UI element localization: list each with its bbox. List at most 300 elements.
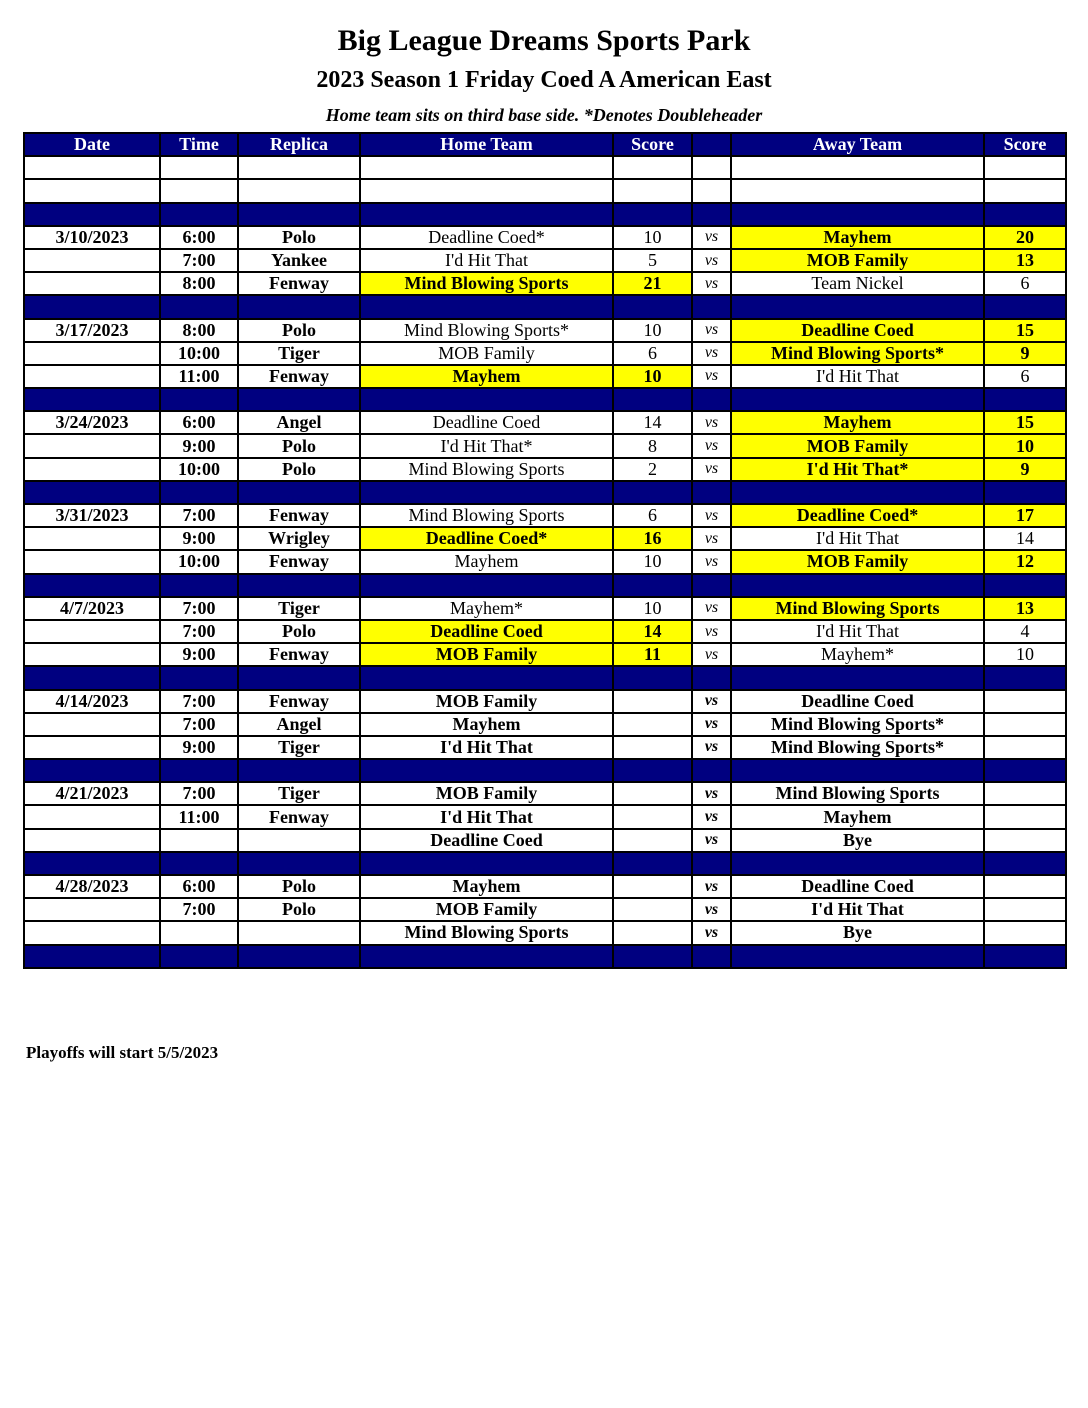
time-cell: 7:00: [160, 597, 238, 620]
empty-cell: [984, 388, 1066, 411]
game-row: [24, 272, 1066, 295]
col-time-header: Time: [160, 133, 238, 156]
vs-cell: vs: [692, 713, 731, 736]
replica-cell: Wrigley: [238, 527, 360, 550]
away-score-cell: 14: [984, 527, 1066, 550]
empty-cell: [360, 295, 613, 318]
replica-cell: Fenway: [238, 365, 360, 388]
away-team-cell: Mind Blowing Sports*: [731, 342, 984, 365]
empty-cell: [238, 295, 360, 318]
empty-cell: [360, 179, 613, 202]
game-row: [24, 342, 1066, 365]
replica-cell: Polo: [238, 226, 360, 249]
away-score-cell: [984, 736, 1066, 759]
empty-cell: [238, 481, 360, 504]
date-cell: [24, 249, 160, 272]
replica-cell: Polo: [238, 458, 360, 481]
replica-cell: [238, 829, 360, 852]
empty-cell: [238, 666, 360, 689]
empty-cell: [731, 156, 984, 179]
away-score-cell: 20: [984, 226, 1066, 249]
home-team-cell: I'd Hit That*: [360, 434, 613, 457]
replica-cell: Fenway: [238, 805, 360, 828]
home-team-cell: I'd Hit That: [360, 805, 613, 828]
vs-cell: vs: [692, 458, 731, 481]
time-cell: 7:00: [160, 504, 238, 527]
vs-cell: vs: [692, 921, 731, 944]
home-score-cell: [613, 829, 692, 852]
empty-cell: [238, 388, 360, 411]
home-score-cell: 16: [613, 527, 692, 550]
date-cell: 3/24/2023: [24, 411, 160, 434]
home-score-cell: 10: [613, 550, 692, 573]
away-score-cell: 9: [984, 342, 1066, 365]
game-row: [24, 643, 1066, 666]
empty-cell: [360, 852, 613, 875]
empty-cell: [613, 852, 692, 875]
empty-cell: [24, 156, 160, 179]
time-cell: 6:00: [160, 411, 238, 434]
empty-cell: [692, 179, 731, 202]
away-score-cell: [984, 690, 1066, 713]
away-score-cell: 6: [984, 272, 1066, 295]
game-row: [24, 226, 1066, 249]
home-team-cell: Mind Blowing Sports: [360, 504, 613, 527]
time-cell: [160, 921, 238, 944]
empty-cell: [160, 388, 238, 411]
schedule-note: Home team sits on third base side. *Denotes Doubleheader: [325, 105, 763, 125]
time-cell: 6:00: [160, 875, 238, 898]
away-team-cell: I'd Hit That*: [731, 458, 984, 481]
away-team-cell: Deadline Coed*: [731, 504, 984, 527]
time-cell: 11:00: [160, 365, 238, 388]
empty-cell: [984, 852, 1066, 875]
game-row: [24, 736, 1066, 759]
game-row: [24, 782, 1066, 805]
empty-cell: [24, 574, 160, 597]
time-cell: 7:00: [160, 620, 238, 643]
empty-cell: [613, 666, 692, 689]
empty-cell: [984, 203, 1066, 226]
away-score-cell: 15: [984, 319, 1066, 342]
home-score-cell: 6: [613, 342, 692, 365]
away-score-cell: 13: [984, 597, 1066, 620]
home-score-cell: 14: [613, 620, 692, 643]
away-score-cell: 6: [984, 365, 1066, 388]
empty-cell: [238, 179, 360, 202]
blank-row: [24, 179, 1066, 202]
away-score-cell: [984, 921, 1066, 944]
away-team-cell: Mayhem: [731, 226, 984, 249]
home-team-cell: Deadline Coed*: [360, 226, 613, 249]
empty-cell: [160, 852, 238, 875]
home-team-cell: MOB Family: [360, 643, 613, 666]
time-cell: [160, 829, 238, 852]
replica-cell: Tiger: [238, 782, 360, 805]
empty-cell: [24, 666, 160, 689]
home-score-cell: 6: [613, 504, 692, 527]
blank-row: [24, 156, 1066, 179]
date-cell: [24, 434, 160, 457]
empty-cell: [731, 481, 984, 504]
home-team-cell: Mind Blowing Sports: [360, 921, 613, 944]
col-replica-header: Replica: [238, 133, 360, 156]
away-score-cell: [984, 805, 1066, 828]
schedule-body: [24, 156, 1066, 968]
separator-row: [24, 574, 1066, 597]
date-cell: [24, 829, 160, 852]
empty-cell: [613, 179, 692, 202]
time-cell: 10:00: [160, 458, 238, 481]
away-team-cell: Bye: [731, 829, 984, 852]
separator-row: [24, 945, 1066, 968]
away-team-cell: I'd Hit That: [731, 620, 984, 643]
vs-cell: vs: [692, 504, 731, 527]
date-cell: 3/17/2023: [24, 319, 160, 342]
empty-cell: [360, 759, 613, 782]
empty-cell: [160, 759, 238, 782]
empty-cell: [731, 945, 984, 968]
away-score-cell: 15: [984, 411, 1066, 434]
empty-cell: [24, 388, 160, 411]
away-team-cell: Mind Blowing Sports: [731, 597, 984, 620]
game-row: [24, 319, 1066, 342]
empty-cell: [360, 388, 613, 411]
empty-cell: [360, 481, 613, 504]
empty-cell: [238, 156, 360, 179]
empty-cell: [238, 759, 360, 782]
empty-cell: [160, 156, 238, 179]
game-row: [24, 620, 1066, 643]
date-cell: [24, 921, 160, 944]
time-cell: 9:00: [160, 434, 238, 457]
empty-cell: [238, 852, 360, 875]
game-row: [24, 527, 1066, 550]
time-cell: 8:00: [160, 272, 238, 295]
time-cell: 11:00: [160, 805, 238, 828]
home-team-cell: Deadline Coed: [360, 411, 613, 434]
playoffs-note: Playoffs will start 5/5/2023: [26, 1043, 219, 1062]
home-team-cell: Deadline Coed: [360, 829, 613, 852]
date-cell: 4/7/2023: [24, 597, 160, 620]
away-team-cell: MOB Family: [731, 249, 984, 272]
empty-cell: [160, 203, 238, 226]
date-cell: [24, 736, 160, 759]
empty-cell: [731, 295, 984, 318]
empty-cell: [731, 759, 984, 782]
replica-cell: Fenway: [238, 690, 360, 713]
home-team-cell: Mayhem: [360, 713, 613, 736]
away-team-cell: Mayhem: [731, 805, 984, 828]
empty-cell: [984, 179, 1066, 202]
date-cell: 3/10/2023: [24, 226, 160, 249]
empty-cell: [984, 156, 1066, 179]
away-team-cell: Mind Blowing Sports: [731, 782, 984, 805]
game-row: [24, 458, 1066, 481]
vs-cell: vs: [692, 249, 731, 272]
home-team-cell: Mayhem: [360, 365, 613, 388]
empty-cell: [360, 574, 613, 597]
date-cell: [24, 620, 160, 643]
separator-row: [24, 666, 1066, 689]
game-row: [24, 411, 1066, 434]
home-team-cell: MOB Family: [360, 342, 613, 365]
empty-cell: [160, 666, 238, 689]
empty-cell: [731, 666, 984, 689]
date-cell: 4/28/2023: [24, 875, 160, 898]
vs-cell: vs: [692, 898, 731, 921]
vs-cell: vs: [692, 875, 731, 898]
empty-cell: [613, 295, 692, 318]
replica-cell: Fenway: [238, 272, 360, 295]
empty-cell: [692, 759, 731, 782]
home-team-cell: MOB Family: [360, 690, 613, 713]
home-score-cell: [613, 713, 692, 736]
date-cell: [24, 713, 160, 736]
away-score-cell: 10: [984, 643, 1066, 666]
date-cell: [24, 550, 160, 573]
away-team-cell: Mind Blowing Sports*: [731, 713, 984, 736]
home-score-cell: [613, 875, 692, 898]
separator-row: [24, 388, 1066, 411]
empty-cell: [238, 574, 360, 597]
replica-cell: Fenway: [238, 643, 360, 666]
empty-cell: [160, 481, 238, 504]
away-team-cell: Mayhem*: [731, 643, 984, 666]
date-cell: [24, 342, 160, 365]
home-team-cell: MOB Family: [360, 782, 613, 805]
home-score-cell: [613, 782, 692, 805]
away-score-cell: [984, 898, 1066, 921]
game-row: [24, 504, 1066, 527]
empty-cell: [160, 574, 238, 597]
empty-cell: [24, 481, 160, 504]
vs-cell: vs: [692, 690, 731, 713]
empty-cell: [731, 179, 984, 202]
home-score-cell: [613, 898, 692, 921]
empty-cell: [360, 156, 613, 179]
empty-cell: [731, 574, 984, 597]
col-home-score-header: Score: [613, 133, 692, 156]
game-row: [24, 921, 1066, 944]
empty-cell: [613, 574, 692, 597]
vs-cell: vs: [692, 365, 731, 388]
empty-cell: [613, 481, 692, 504]
empty-cell: [984, 481, 1066, 504]
date-cell: [24, 898, 160, 921]
empty-cell: [692, 666, 731, 689]
time-cell: 8:00: [160, 319, 238, 342]
home-score-cell: 21: [613, 272, 692, 295]
empty-cell: [692, 388, 731, 411]
empty-cell: [24, 852, 160, 875]
home-score-cell: 10: [613, 226, 692, 249]
home-score-cell: [613, 805, 692, 828]
empty-cell: [731, 203, 984, 226]
empty-cell: [692, 295, 731, 318]
replica-cell: [238, 921, 360, 944]
home-team-cell: Mayhem: [360, 875, 613, 898]
game-row: [24, 690, 1066, 713]
empty-cell: [984, 295, 1066, 318]
date-cell: [24, 365, 160, 388]
home-team-cell: Mind Blowing Sports: [360, 458, 613, 481]
header-row: [24, 133, 1066, 156]
game-row: [24, 875, 1066, 898]
away-team-cell: I'd Hit That: [731, 527, 984, 550]
empty-cell: [160, 295, 238, 318]
home-score-cell: [613, 690, 692, 713]
vs-cell: vs: [692, 411, 731, 434]
time-cell: 9:00: [160, 527, 238, 550]
vs-cell: vs: [692, 643, 731, 666]
replica-cell: Angel: [238, 713, 360, 736]
date-cell: [24, 805, 160, 828]
empty-cell: [692, 574, 731, 597]
time-cell: 10:00: [160, 342, 238, 365]
empty-cell: [613, 388, 692, 411]
replica-cell: Polo: [238, 620, 360, 643]
game-row: [24, 713, 1066, 736]
home-team-cell: Mind Blowing Sports*: [360, 319, 613, 342]
game-row: [24, 434, 1066, 457]
date-cell: [24, 458, 160, 481]
home-score-cell: 2: [613, 458, 692, 481]
away-team-cell: MOB Family: [731, 550, 984, 573]
separator-row: [24, 203, 1066, 226]
date-cell: [24, 527, 160, 550]
time-cell: 9:00: [160, 736, 238, 759]
away-score-cell: [984, 875, 1066, 898]
home-score-cell: 11: [613, 643, 692, 666]
empty-cell: [24, 203, 160, 226]
date-cell: 3/31/2023: [24, 504, 160, 527]
home-score-cell: 10: [613, 319, 692, 342]
vs-cell: vs: [692, 782, 731, 805]
away-team-cell: Deadline Coed: [731, 319, 984, 342]
vs-cell: vs: [692, 319, 731, 342]
empty-cell: [613, 759, 692, 782]
home-team-cell: Deadline Coed: [360, 620, 613, 643]
home-team-cell: Mayhem: [360, 550, 613, 573]
empty-cell: [160, 945, 238, 968]
vs-cell: vs: [692, 805, 731, 828]
away-team-cell: Bye: [731, 921, 984, 944]
vs-cell: vs: [692, 550, 731, 573]
away-score-cell: 9: [984, 458, 1066, 481]
replica-cell: Polo: [238, 434, 360, 457]
empty-cell: [238, 203, 360, 226]
col-away-score-header: Score: [984, 133, 1066, 156]
col-vs-header: [692, 133, 731, 156]
empty-cell: [613, 945, 692, 968]
empty-cell: [360, 203, 613, 226]
replica-cell: Polo: [238, 319, 360, 342]
vs-cell: vs: [692, 527, 731, 550]
replica-cell: Polo: [238, 898, 360, 921]
empty-cell: [613, 156, 692, 179]
date-cell: [24, 643, 160, 666]
away-score-cell: 17: [984, 504, 1066, 527]
col-date-header: Date: [24, 133, 160, 156]
home-team-cell: Mayhem*: [360, 597, 613, 620]
date-cell: [24, 272, 160, 295]
replica-cell: Tiger: [238, 342, 360, 365]
time-cell: 7:00: [160, 690, 238, 713]
empty-cell: [24, 179, 160, 202]
away-score-cell: 4: [984, 620, 1066, 643]
away-team-cell: Team Nickel: [731, 272, 984, 295]
home-score-cell: 5: [613, 249, 692, 272]
empty-cell: [692, 481, 731, 504]
vs-cell: vs: [692, 597, 731, 620]
game-row: [24, 898, 1066, 921]
away-team-cell: MOB Family: [731, 434, 984, 457]
time-cell: 7:00: [160, 782, 238, 805]
empty-cell: [692, 945, 731, 968]
away-score-cell: [984, 829, 1066, 852]
col-home-team-header: Home Team: [360, 133, 613, 156]
away-score-cell: 10: [984, 434, 1066, 457]
away-team-cell: Deadline Coed: [731, 875, 984, 898]
away-score-cell: [984, 782, 1066, 805]
away-team-cell: I'd Hit That: [731, 898, 984, 921]
replica-cell: Tiger: [238, 736, 360, 759]
time-cell: 7:00: [160, 898, 238, 921]
away-team-cell: Deadline Coed: [731, 690, 984, 713]
empty-cell: [692, 852, 731, 875]
vs-cell: vs: [692, 342, 731, 365]
replica-cell: Tiger: [238, 597, 360, 620]
empty-cell: [238, 945, 360, 968]
replica-cell: Fenway: [238, 550, 360, 573]
home-score-cell: 10: [613, 597, 692, 620]
away-team-cell: I'd Hit That: [731, 365, 984, 388]
home-score-cell: 8: [613, 434, 692, 457]
home-team-cell: Deadline Coed*: [360, 527, 613, 550]
empty-cell: [984, 666, 1066, 689]
away-team-cell: Mayhem: [731, 411, 984, 434]
empty-cell: [731, 388, 984, 411]
home-team-cell: I'd Hit That: [360, 249, 613, 272]
vs-cell: vs: [692, 829, 731, 852]
time-cell: 9:00: [160, 643, 238, 666]
time-cell: 6:00: [160, 226, 238, 249]
vs-cell: vs: [692, 434, 731, 457]
page-subtitle: 2023 Season 1 Friday Coed A American East: [316, 67, 772, 93]
game-row: [24, 550, 1066, 573]
empty-cell: [984, 574, 1066, 597]
empty-cell: [160, 179, 238, 202]
empty-cell: [692, 203, 731, 226]
away-score-cell: 12: [984, 550, 1066, 573]
game-row: [24, 829, 1066, 852]
empty-cell: [984, 759, 1066, 782]
vs-cell: vs: [692, 736, 731, 759]
game-row: [24, 805, 1066, 828]
home-team-cell: MOB Family: [360, 898, 613, 921]
home-team-cell: Mind Blowing Sports: [360, 272, 613, 295]
empty-cell: [24, 945, 160, 968]
col-away-team-header: Away Team: [731, 133, 984, 156]
away-score-cell: [984, 713, 1066, 736]
date-cell: 4/21/2023: [24, 782, 160, 805]
empty-cell: [24, 759, 160, 782]
separator-row: [24, 852, 1066, 875]
home-score-cell: [613, 921, 692, 944]
game-row: [24, 365, 1066, 388]
time-cell: 7:00: [160, 249, 238, 272]
